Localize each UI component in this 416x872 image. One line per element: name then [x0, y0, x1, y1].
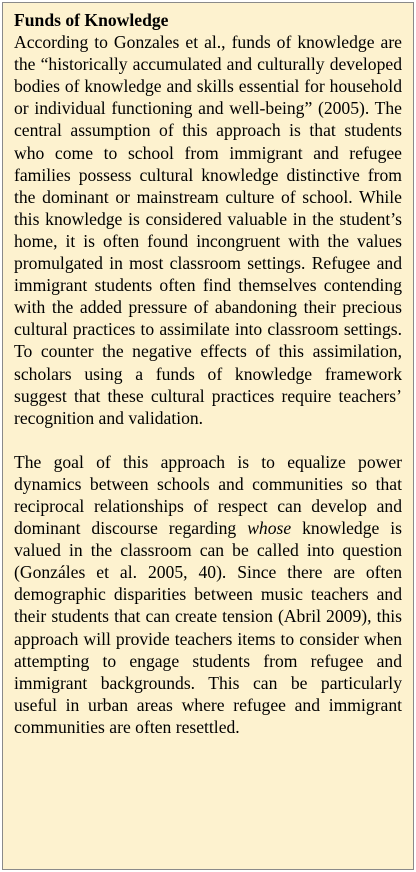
paragraph-text-after: knowledge is valued in the classroom can be called into question (Gonzáles et al. 2005, 40). Since there are often demographic disparities between music teachers and their students that can create tension (Abril 2009), this approach will provide teachers items to consider when attempting to engage students from refugee and immigrant backgrounds. This can be particularly useful in urban areas where refugee and immigrant communities are often resettled. [14, 518, 403, 737]
paragraph-text-before: The goal of this approach is to equalize power dynamics between schools and communities so that reciprocal relationships of respect can develop and dominant discourse regarding [14, 451, 402, 539]
box-heading: Funds of Knowledge [14, 10, 169, 30]
paragraph-funds-definition: According to Gonzales et al., funds of knowledge are the “historically accumulated and culturally developed bodies of knowledge and skills essential for household or individual functioning and well-being” (2005). The central assumption of this approach is that students who come to school from immigrant and refugee families possess cultural knowledge distinctive from the dominant or mainstream culture of school. While this knowledge is considered valuable in the student’s home, it is often found incongruent with the values promulgated in most classroom settings. Refugee and immigrant students often find themselves contending with the added pressure of abandoning their precious cultural practices to assimilate into classroom settings. To counter the negative effects of this assimilation, scholars using a funds of knowledge framework suggest that these cultural practices require teachers’ recognition and validation. [14, 32, 402, 428]
sidebar-box [2, 2, 414, 870]
emphasis-whose: whose [247, 518, 292, 539]
paragraph-approach-goal [14, 451, 402, 738]
